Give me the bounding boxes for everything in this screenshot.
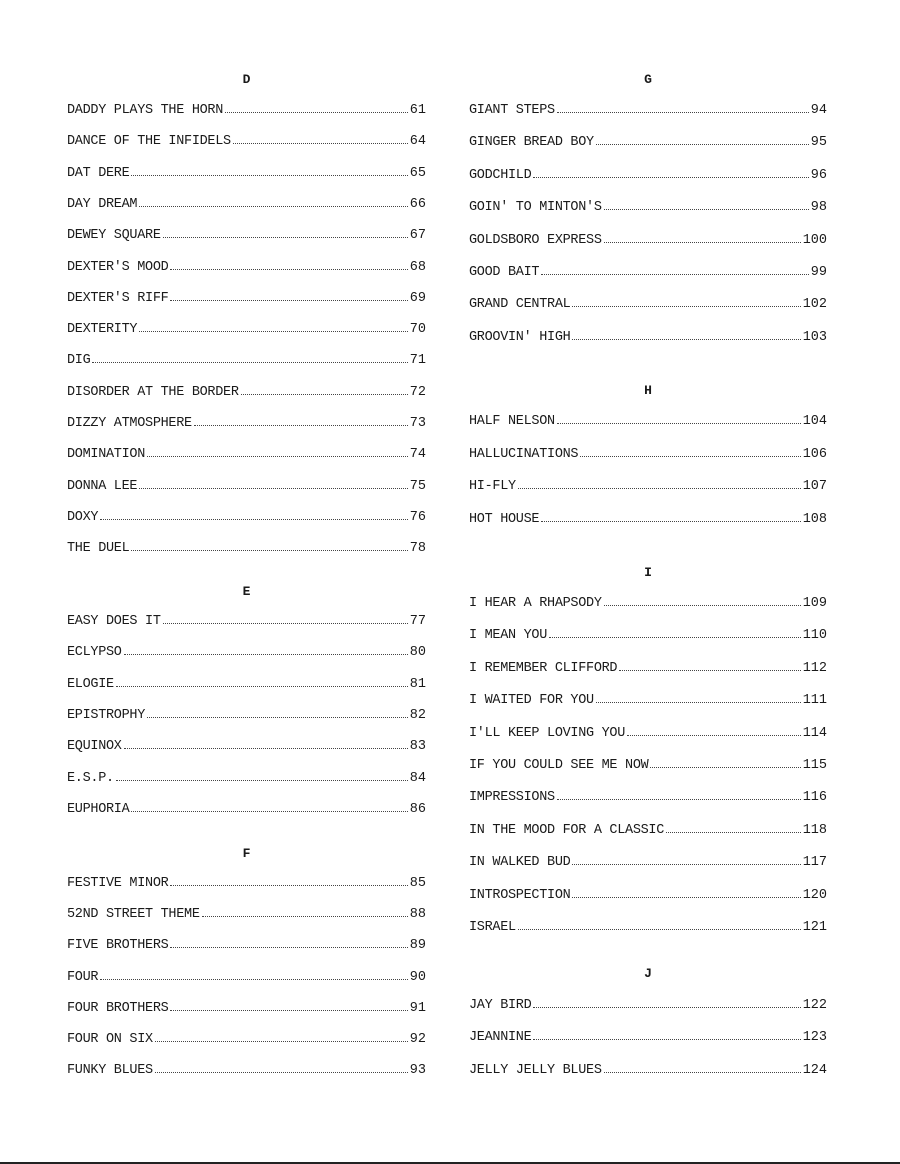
toc-entry <box>67 1000 426 1018</box>
entry-page-number: 117 <box>802 855 827 871</box>
dot-leader <box>163 227 408 238</box>
toc-entry <box>67 707 426 725</box>
dot-leader <box>116 770 408 781</box>
entry-page-number: 72 <box>409 384 426 400</box>
dot-leader <box>124 738 408 749</box>
entry-title: I REMEMBER CLIFFORD <box>469 660 618 676</box>
entry-page-number: 86 <box>409 801 426 817</box>
dot-leader <box>170 937 407 948</box>
entry-page-number: 77 <box>409 614 426 629</box>
entry-title: DEXTER'S MOOD <box>67 259 169 275</box>
entry-title: IN THE MOOD FOR A CLASSIC <box>469 822 665 838</box>
entry-title: DOXY <box>67 509 99 525</box>
entry-title: ELOGIE <box>67 676 114 692</box>
dot-leader <box>139 196 408 207</box>
entry-title: DAT DERE <box>67 165 130 181</box>
entry-page-number: 116 <box>802 790 827 806</box>
dot-leader <box>170 875 407 886</box>
dot-leader <box>241 384 408 395</box>
dot-leader <box>194 415 408 426</box>
dot-leader <box>596 692 801 703</box>
toc-entry <box>469 446 827 464</box>
toc-entry <box>469 887 827 905</box>
dot-leader <box>572 854 800 865</box>
dot-leader <box>92 352 407 363</box>
entry-page-number: 90 <box>409 969 426 985</box>
toc-entry <box>67 352 426 370</box>
toc-entry <box>469 413 827 431</box>
section-heading: E <box>242 584 251 599</box>
toc-entry <box>469 102 827 120</box>
dot-leader <box>147 446 408 457</box>
entry-title: IN WALKED BUD <box>469 855 571 871</box>
entry-page-number: 88 <box>409 907 426 923</box>
entry-title: IMPRESSIONS <box>469 790 555 806</box>
entry-title: DANCE OF THE INFIDELS <box>67 134 231 150</box>
toc-entry <box>67 478 426 496</box>
dot-leader <box>572 329 800 340</box>
toc-entry <box>67 321 426 339</box>
entry-page-number: 75 <box>409 478 426 494</box>
dot-leader <box>202 906 408 917</box>
entry-page-number: 98 <box>810 200 827 216</box>
entry-title: JAY BIRD <box>469 998 532 1013</box>
entry-page-number: 61 <box>409 103 426 118</box>
dot-leader <box>170 259 407 270</box>
dot-leader <box>147 707 408 718</box>
toc-entry <box>469 264 827 282</box>
entry-title: FOUR <box>67 969 99 985</box>
entry-page-number: 89 <box>409 938 426 954</box>
entry-title: ISRAEL <box>469 920 516 935</box>
toc-entry <box>67 196 426 214</box>
entry-title: DONNA LEE <box>67 478 138 494</box>
entry-title: DADDY PLAYS THE HORN <box>67 103 224 118</box>
dot-leader <box>170 1000 407 1011</box>
entry-page-number: 103 <box>802 329 827 345</box>
entry-title: FOUR BROTHERS <box>67 1000 169 1016</box>
entry-title: FUNKY BLUES <box>67 1063 153 1079</box>
entry-title: DAY DREAM <box>67 196 138 212</box>
dot-leader <box>155 1062 408 1073</box>
dot-leader <box>100 969 408 980</box>
entry-page-number: 102 <box>802 297 827 313</box>
toc-entry <box>469 1029 827 1047</box>
section-heading: D <box>242 72 251 87</box>
toc-entry <box>67 937 426 955</box>
toc-entry <box>67 259 426 277</box>
entry-title: I WAITED FOR YOU <box>469 693 594 709</box>
dot-leader <box>533 997 800 1008</box>
toc-entry <box>469 997 827 1015</box>
toc-entry <box>67 770 426 788</box>
toc-entry <box>67 415 426 433</box>
entry-page-number: 109 <box>802 596 827 611</box>
entry-page-number: 96 <box>810 167 827 183</box>
toc-entry <box>67 509 426 527</box>
toc-entry <box>67 738 426 756</box>
entry-title: HOT HOUSE <box>469 511 540 527</box>
entry-page-number: 121 <box>802 920 827 935</box>
entry-page-number: 112 <box>802 660 827 676</box>
entry-page-number: 124 <box>802 1062 827 1078</box>
entry-page-number: 111 <box>802 693 827 709</box>
entry-title: INTROSPECTION <box>469 887 571 903</box>
entry-title: DISORDER AT THE BORDER <box>67 384 239 400</box>
entry-page-number: 85 <box>409 876 426 891</box>
toc-entry <box>67 875 426 893</box>
entry-title: GODCHILD <box>469 167 532 183</box>
toc-entry <box>67 540 426 558</box>
dot-leader <box>131 540 407 551</box>
toc-entry <box>67 644 426 662</box>
dot-leader <box>155 1031 408 1042</box>
entry-page-number: 100 <box>802 232 827 248</box>
entry-title: JEANNINE <box>469 1030 532 1046</box>
entry-page-number: 123 <box>802 1030 827 1046</box>
dot-leader <box>596 134 809 145</box>
entry-title: DEXTER'S RIFF <box>67 290 169 306</box>
dot-leader <box>131 165 407 176</box>
toc-entry <box>469 296 827 314</box>
dot-leader <box>124 644 408 655</box>
toc-entry <box>469 854 827 872</box>
dot-leader <box>518 478 801 489</box>
toc-entry <box>469 134 827 152</box>
entry-page-number: 114 <box>802 725 827 741</box>
entry-title: EQUINOX <box>67 739 122 755</box>
entry-page-number: 82 <box>409 707 426 723</box>
entry-title: FESTIVE MINOR <box>67 876 169 891</box>
dot-leader <box>572 296 800 307</box>
entry-title: GINGER BREAD BOY <box>469 135 594 151</box>
entry-page-number: 110 <box>802 628 827 644</box>
entry-title: HI-FLY <box>469 479 516 494</box>
dot-leader <box>619 660 800 671</box>
toc-entry <box>469 1062 827 1080</box>
entry-title: HALF NELSON <box>469 414 555 429</box>
section-heading: J <box>644 966 652 981</box>
dot-leader <box>557 102 809 113</box>
entry-title: GRAND CENTRAL <box>469 297 571 313</box>
dot-leader <box>170 290 407 301</box>
entry-page-number: 65 <box>409 165 426 181</box>
dot-leader <box>627 725 801 736</box>
entry-title: DOMINATION <box>67 447 146 463</box>
entry-page-number: 91 <box>409 1000 426 1016</box>
toc-entry <box>67 1062 426 1080</box>
entry-title: GOIN' TO MINTON'S <box>469 200 602 216</box>
entry-page-number: 68 <box>409 259 426 275</box>
dot-leader <box>549 627 801 638</box>
entry-page-number: 107 <box>802 479 827 494</box>
dot-leader <box>233 133 408 144</box>
entry-page-number: 73 <box>409 416 426 431</box>
toc-entry <box>469 789 827 807</box>
entry-title: I HEAR A RHAPSODY <box>469 596 602 611</box>
entry-page-number: 70 <box>409 322 426 338</box>
entry-title: EASY DOES IT <box>67 614 161 629</box>
entry-page-number: 84 <box>409 770 426 786</box>
entry-title: I MEAN YOU <box>469 628 548 644</box>
entry-title: FOUR ON SIX <box>67 1032 153 1047</box>
entry-title: GIANT STEPS <box>469 103 555 118</box>
dot-leader <box>518 919 801 930</box>
dot-leader <box>666 822 801 833</box>
toc-entry <box>67 133 426 151</box>
toc-entry <box>67 446 426 464</box>
entry-page-number: 120 <box>802 887 827 903</box>
toc-entry <box>67 227 426 245</box>
entry-page-number: 99 <box>810 265 827 280</box>
entry-page-number: 95 <box>810 135 827 151</box>
dot-leader <box>541 511 800 522</box>
entry-page-number: 76 <box>409 509 426 525</box>
toc-entry <box>469 919 827 937</box>
toc-entry <box>67 906 426 924</box>
section-heading: I <box>644 565 652 580</box>
toc-entry <box>67 290 426 308</box>
dot-leader <box>163 613 408 624</box>
dot-leader <box>557 789 801 800</box>
dot-leader <box>225 102 408 113</box>
entry-title: GOLDSBORO EXPRESS <box>469 232 602 248</box>
entry-page-number: 93 <box>409 1063 426 1079</box>
entry-title: EPISTROPHY <box>67 707 146 723</box>
entry-page-number: 80 <box>409 645 426 661</box>
toc-entry <box>67 613 426 631</box>
entry-page-number: 106 <box>802 446 827 462</box>
entry-page-number: 64 <box>409 134 426 150</box>
dot-leader <box>557 413 801 424</box>
toc-entry <box>469 725 827 743</box>
toc-entry <box>67 969 426 987</box>
entry-title: IF YOU COULD SEE ME NOW <box>469 758 649 773</box>
entry-page-number: 81 <box>409 676 426 692</box>
toc-entry <box>469 757 827 775</box>
dot-leader <box>533 1029 800 1040</box>
toc-entry <box>67 1031 426 1049</box>
dot-leader <box>541 264 809 275</box>
section-heading: H <box>644 383 652 398</box>
entry-title: I'LL KEEP LOVING YOU <box>469 725 626 741</box>
toc-entry <box>469 595 827 613</box>
entry-page-number: 71 <box>409 353 426 369</box>
dot-leader <box>131 801 407 812</box>
entry-title: 52ND STREET THEME <box>67 907 200 923</box>
dot-leader <box>139 321 408 332</box>
entry-title: ECLYPSO <box>67 645 122 661</box>
entry-page-number: 115 <box>802 758 827 773</box>
entry-page-number: 83 <box>409 739 426 755</box>
dot-leader <box>580 446 800 457</box>
section-heading: G <box>644 72 652 87</box>
entry-title: THE DUEL <box>67 541 130 557</box>
entry-page-number: 78 <box>409 541 426 557</box>
entry-page-number: 67 <box>409 228 426 244</box>
toc-entry <box>67 801 426 819</box>
entry-title: DIZZY ATMOSPHERE <box>67 416 192 431</box>
entry-page-number: 92 <box>409 1032 426 1047</box>
entry-title: DEWEY SQUARE <box>67 228 161 244</box>
entry-title: HALLUCINATIONS <box>469 446 579 462</box>
entry-page-number: 122 <box>802 998 827 1013</box>
entry-page-number: 104 <box>802 414 827 429</box>
dot-leader <box>604 199 809 210</box>
entry-page-number: 66 <box>409 196 426 212</box>
section-heading: F <box>242 846 251 861</box>
toc-entry <box>469 232 827 250</box>
entry-title: GOOD BAIT <box>469 265 540 280</box>
entry-title: EUPHORIA <box>67 801 130 817</box>
dot-leader <box>100 509 408 520</box>
entry-page-number: 94 <box>810 103 827 118</box>
toc-entry <box>469 478 827 496</box>
toc-entry <box>469 822 827 840</box>
toc-entry <box>469 660 827 678</box>
toc-entry <box>67 676 426 694</box>
dot-leader <box>650 757 800 768</box>
entry-title: JELLY JELLY BLUES <box>469 1062 602 1078</box>
dot-leader <box>604 595 801 606</box>
entry-page-number: 118 <box>802 822 827 838</box>
dot-leader <box>533 167 808 178</box>
toc-entry <box>469 329 827 347</box>
toc-entry <box>469 627 827 645</box>
dot-leader <box>604 1062 801 1073</box>
dot-leader <box>116 676 408 687</box>
toc-entry <box>469 199 827 217</box>
entry-title: GROOVIN' HIGH <box>469 329 571 345</box>
dot-leader <box>604 232 801 243</box>
entry-page-number: 74 <box>409 447 426 463</box>
dot-leader <box>139 478 408 489</box>
dot-leader <box>572 887 800 898</box>
toc-entry <box>469 511 827 529</box>
entry-title: DIG <box>67 353 91 369</box>
entry-title: E.S.P. <box>67 770 114 786</box>
toc-entry <box>67 165 426 183</box>
entry-title: DEXTERITY <box>67 322 138 338</box>
toc-entry <box>67 384 426 402</box>
toc-entry <box>67 102 426 120</box>
entry-page-number: 69 <box>409 290 426 306</box>
toc-entry <box>469 692 827 710</box>
toc-entry <box>469 167 827 185</box>
entry-page-number: 108 <box>802 511 827 527</box>
entry-title: FIVE BROTHERS <box>67 938 169 954</box>
